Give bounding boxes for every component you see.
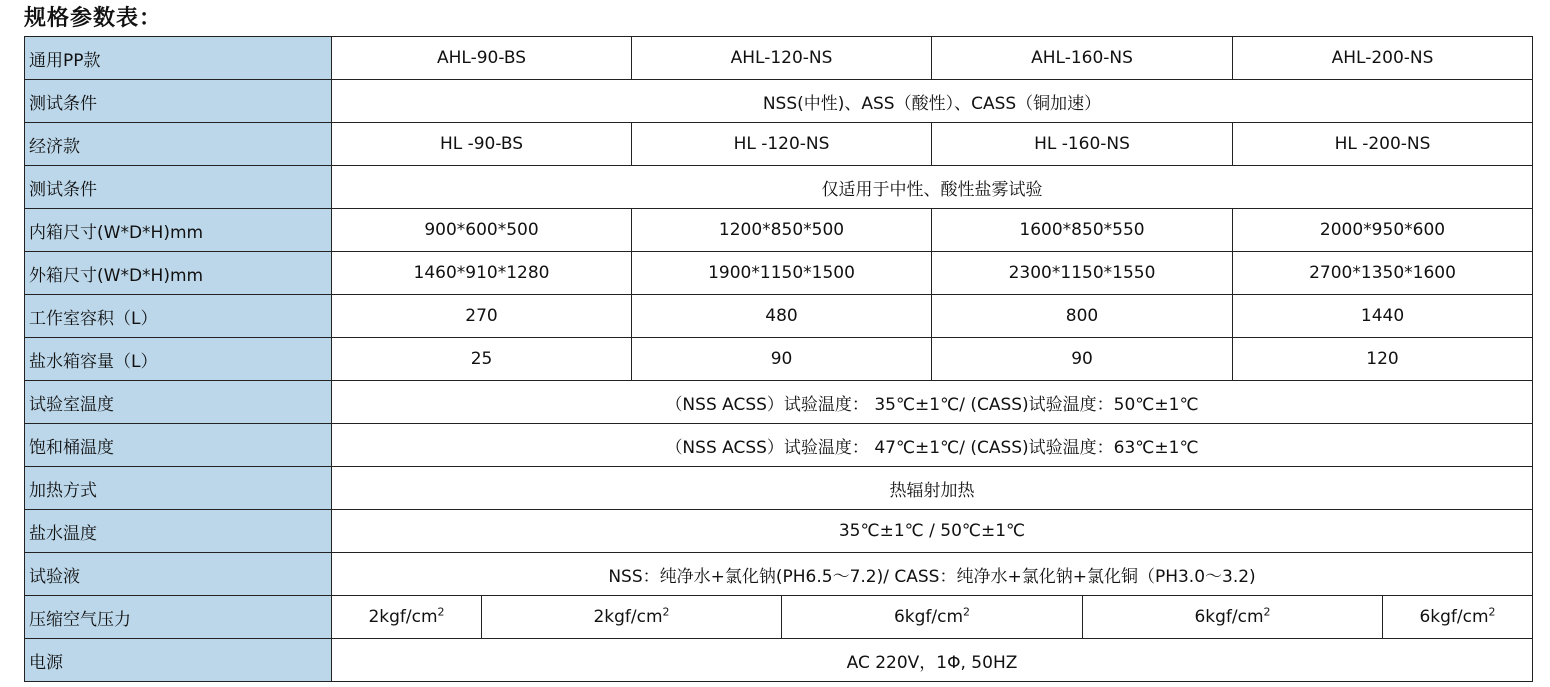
table-cell: 热辐射加热 xyxy=(332,467,1533,510)
table-cell: HL -160-NS xyxy=(932,123,1233,166)
table-row xyxy=(25,424,1533,467)
table-row xyxy=(25,510,1533,553)
table-row xyxy=(25,252,1533,295)
table-row xyxy=(25,37,1533,80)
table-cell xyxy=(332,596,482,639)
row-label: 测试条件 xyxy=(25,80,332,123)
table-cell: 2300*1150*1550 xyxy=(932,252,1233,295)
table-cell: 25 xyxy=(332,338,632,381)
table-row xyxy=(25,338,1533,381)
pressure-exponent: 2 xyxy=(1263,605,1271,619)
table-cell: 900*600*500 xyxy=(332,209,632,252)
table-cell: 480 xyxy=(632,295,932,338)
row-label: 通用PP款 xyxy=(25,37,332,80)
row-label: 经济款 xyxy=(25,123,332,166)
row-label: 饱和桶温度 xyxy=(25,424,332,467)
table-cell: 270 xyxy=(332,295,632,338)
pressure-exponent: 2 xyxy=(963,605,971,619)
table-cell: 2000*950*600 xyxy=(1233,209,1533,252)
table-cell: AHL-160-NS xyxy=(932,37,1233,80)
table-cell: 1600*850*550 xyxy=(932,209,1233,252)
table-cell: 1440 xyxy=(1233,295,1533,338)
table-cell: NSS：纯净水+氯化钠(PH6.5～7.2)/ CASS：纯净水+氯化钠+氯化铜（PH3.0～3.2) xyxy=(332,553,1533,596)
table-cell: HL -120-NS xyxy=(632,123,932,166)
table-cell: HL -90-BS xyxy=(332,123,632,166)
pressure-value: 6kgf/cm xyxy=(893,607,964,627)
row-label: 盐水箱容量（L） xyxy=(25,338,332,381)
table-cell xyxy=(1083,596,1383,639)
table-cell: AC 220V，1Φ, 50HZ xyxy=(332,639,1533,682)
table-cell: AHL-90-BS xyxy=(332,37,632,80)
table-row xyxy=(25,209,1533,252)
row-label: 电源 xyxy=(25,639,332,682)
row-label: 内箱尺寸(W*D*H)mm xyxy=(25,209,332,252)
table-cell: 90 xyxy=(632,338,932,381)
table-cell xyxy=(482,596,782,639)
table-row xyxy=(25,80,1533,123)
pressure-exponent: 2 xyxy=(437,605,445,619)
table-cell: AHL-200-NS xyxy=(1233,37,1533,80)
pressure-value: 2kgf/cm xyxy=(593,607,663,627)
table-cell: 800 xyxy=(932,295,1233,338)
row-label: 盐水温度 xyxy=(25,510,332,553)
table-cell: 1200*850*500 xyxy=(632,209,932,252)
table-cell: （NSS ACSS）试验温度： 47℃±1℃/ (CASS)试验温度：63℃±1℃ xyxy=(332,424,1533,467)
table-cell: AHL-120-NS xyxy=(632,37,932,80)
pressure-value: 2kgf/cm xyxy=(368,607,438,627)
row-label: 测试条件 xyxy=(25,166,332,209)
table-row xyxy=(25,596,1533,639)
spec-table xyxy=(24,36,1533,682)
table-cell: 90 xyxy=(932,338,1233,381)
table-cell xyxy=(1383,596,1533,639)
table-cell: 120 xyxy=(1233,338,1533,381)
row-label: 外箱尺寸(W*D*H)mm xyxy=(25,252,332,295)
table-cell: 1900*1150*1500 xyxy=(632,252,932,295)
table-cell: 1460*910*1280 xyxy=(332,252,632,295)
row-label: 试验室温度 xyxy=(25,381,332,424)
table-row xyxy=(25,381,1533,424)
table-cell: （NSS ACSS）试验温度： 35℃±1℃/ (CASS)试验温度：50℃±1℃ xyxy=(332,381,1533,424)
pressure-exponent: 2 xyxy=(1488,605,1496,619)
table-cell: 仅适用于中性、酸性盐雾试验 xyxy=(332,166,1533,209)
table-cell: HL -200-NS xyxy=(1233,123,1533,166)
page-title: 规格参数表： xyxy=(24,6,163,31)
table-row xyxy=(25,639,1533,682)
row-label: 试验液 xyxy=(25,553,332,596)
table-cell xyxy=(782,596,1083,639)
table-cell: 2700*1350*1600 xyxy=(1233,252,1533,295)
table-row xyxy=(25,166,1533,209)
row-label: 压缩空气压力 xyxy=(25,596,332,639)
table-cell: NSS(中性)、ASS（酸性）、CASS（铜加速） xyxy=(332,80,1533,123)
pressure-exponent: 2 xyxy=(662,605,670,619)
pressure-value: 6kgf/cm xyxy=(1194,607,1264,627)
row-label: 工作室容积（L） xyxy=(25,295,332,338)
pressure-value: 6kgf/cm xyxy=(1419,607,1489,627)
table-row xyxy=(25,553,1533,596)
table-row xyxy=(25,467,1533,510)
table-row xyxy=(25,295,1533,338)
table-row xyxy=(25,123,1533,166)
table-cell: 35℃±1℃ / 50℃±1℃ xyxy=(332,510,1533,553)
row-label: 加热方式 xyxy=(25,467,332,510)
